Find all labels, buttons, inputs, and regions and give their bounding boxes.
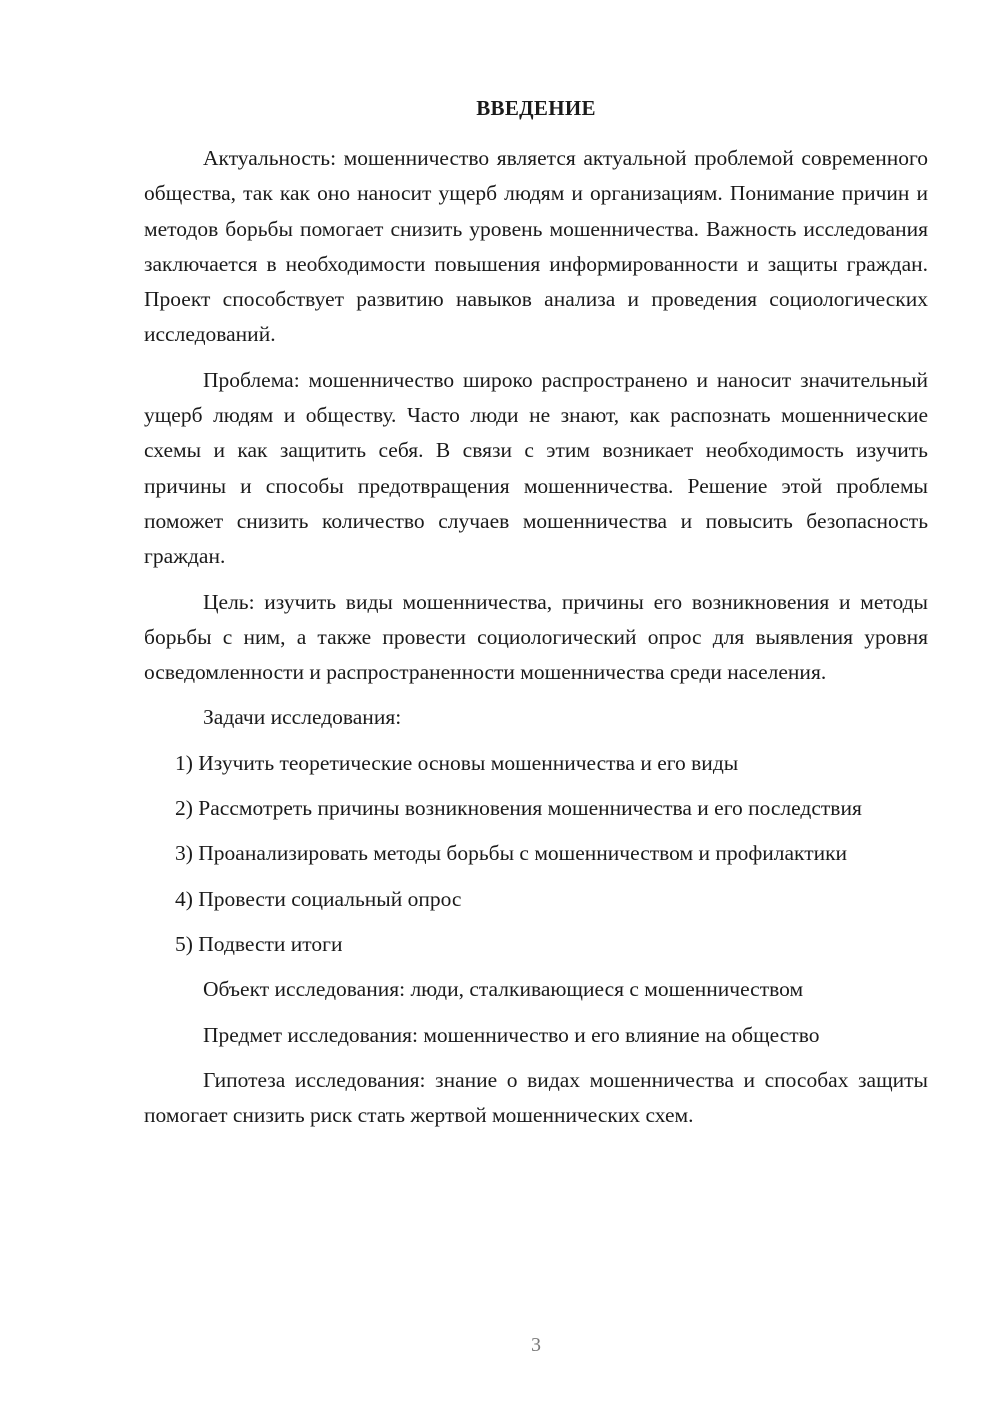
document-body: [144, 141, 928, 1143]
task-item-4: 4) Провести социальный опрос: [175, 886, 462, 911]
paragraph-relevance: Актуальность: мошенничество является актуальной проблемой современного общества, так как оно наносит ущерб людям и организациям. Понимание причин и методов борьбы помогает снизить уровень мошенничества. Важность исследования заключается в необходимости повышения информированности и защиты граждан. Проект способствует развитию навыков анализа и проведения социологических исследований.: [144, 146, 928, 347]
tasks-heading: Задачи исследования:: [203, 705, 402, 730]
task-item-3: 3) Проанализировать методы борьбы с мошенничеством и профилактики: [175, 841, 848, 866]
research-hypothesis: Гипотеза исследования: знание о видах мошенничества и способах защиты помогает снизить риск стать жертвой мошеннических схем.: [144, 1067, 928, 1128]
task-item-2: 2) Рассмотреть причины возникновения мошенничества и его последствия: [175, 796, 862, 821]
page-number: 3: [531, 1334, 541, 1356]
paragraph-goal: Цель: изучить виды мошенничества, причины его возникновения и методы борьбы с ним, а также провести социологический опрос для выявления уровня осведомленности и распространенности мошенничества среди населения.: [144, 589, 928, 685]
task-item-5: 5) Подвести итоги: [175, 931, 343, 956]
task-item-1: 1) Изучить теоретические основы мошенничества и его виды: [175, 750, 739, 775]
research-object: Объект исследования: люди, сталкивающиеся с мошенничеством: [203, 977, 804, 1002]
page-title: ВВЕДЕНИЕ: [476, 96, 596, 120]
research-subject: Предмет исследования: мошенничество и его влияние на общество: [203, 1022, 820, 1047]
paragraph-problem: Проблема: мошенничество широко распространено и наносит значительный ущерб людям и обществу. Часто люди не знают, как распознать мошеннические схемы и как защитить себя. В связи с этим возникает необходимость изучить причины и способы предотвращения мошенничества. Решение этой проблемы поможет снизить количество случаев мошенничества и повысить безопасность граждан.: [144, 367, 928, 569]
